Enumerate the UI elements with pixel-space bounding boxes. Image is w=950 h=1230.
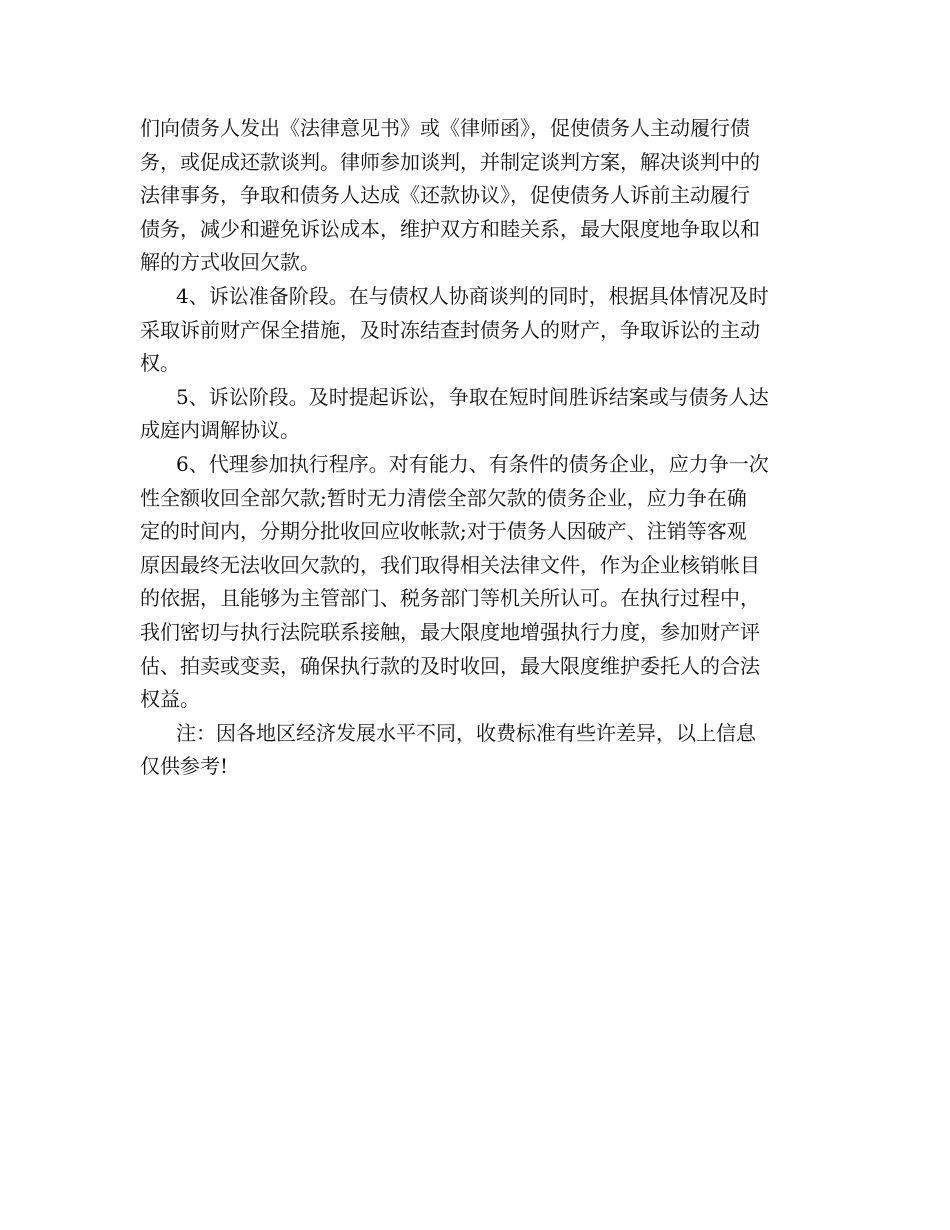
text-line: 权益。 bbox=[140, 687, 200, 712]
paragraph-6-first-line: 6、代理参加执行程序。对有能力、有条件的债务企业，应力争一次 bbox=[176, 451, 769, 476]
text-line: 权。 bbox=[140, 351, 180, 376]
note-last-line: 仅供参考! bbox=[140, 754, 229, 779]
text-line: 估、拍卖或变卖，确保执行款的及时收回，最大限度维护委托人的合法 bbox=[140, 653, 760, 678]
text-line: 采取诉前财产保全措施，及时冻结查封债务人的财产，争取诉讼的主动 bbox=[140, 317, 760, 342]
text-line: 债务，减少和避免诉讼成本，维护双方和睦关系，最大限度地争取以和 bbox=[140, 216, 760, 241]
paragraph-4-first-line: 4、诉讼准备阶段。在与债权人协商谈判的同时，根据具体情况及时 bbox=[176, 283, 769, 308]
note-first-line: 注：因各地区经济发展水平不同，收费标准有些许差异，以上信息 bbox=[176, 720, 756, 745]
text-line: 成庭内调解协议。 bbox=[140, 418, 300, 443]
text-line: 们向债务人发出《法律意见书》或《律师函》，促使债务人主动履行债 bbox=[140, 116, 750, 140]
text-line: 的依据，且能够为主管部门、税务部门等机关所认可。在执行过程中， bbox=[140, 586, 760, 611]
text-line: 定的时间内，分期分批收回应收帐款;对于债务人因破产、注销等客观 bbox=[140, 519, 747, 544]
paragraph-5-first-line: 5、诉讼阶段。及时提起诉讼，争取在短时间胜诉结案或与债务人达 bbox=[176, 384, 769, 409]
document-body bbox=[140, 112, 812, 784]
text-line: 解的方式收回欠款。 bbox=[140, 250, 320, 275]
text-line: 我们密切与执行法院联系接触，最大限度地增强执行力度，参加财产评 bbox=[140, 619, 760, 644]
text-line: 性全额收回全部欠款;暂时无力清偿全部欠款的债务企业，应力争在确 bbox=[140, 485, 747, 510]
text-line: 原因最终无法收回欠款的，我们取得相关法律文件，作为企业核销帐目 bbox=[140, 552, 760, 577]
text-line: 法律事务，争取和债务人达成《还款协议》，促使债务人诉前主动履行 bbox=[140, 183, 750, 208]
text-line: 务，或促成还款谈判。律师参加谈判，并制定谈判方案，解决谈判中的 bbox=[140, 149, 760, 174]
